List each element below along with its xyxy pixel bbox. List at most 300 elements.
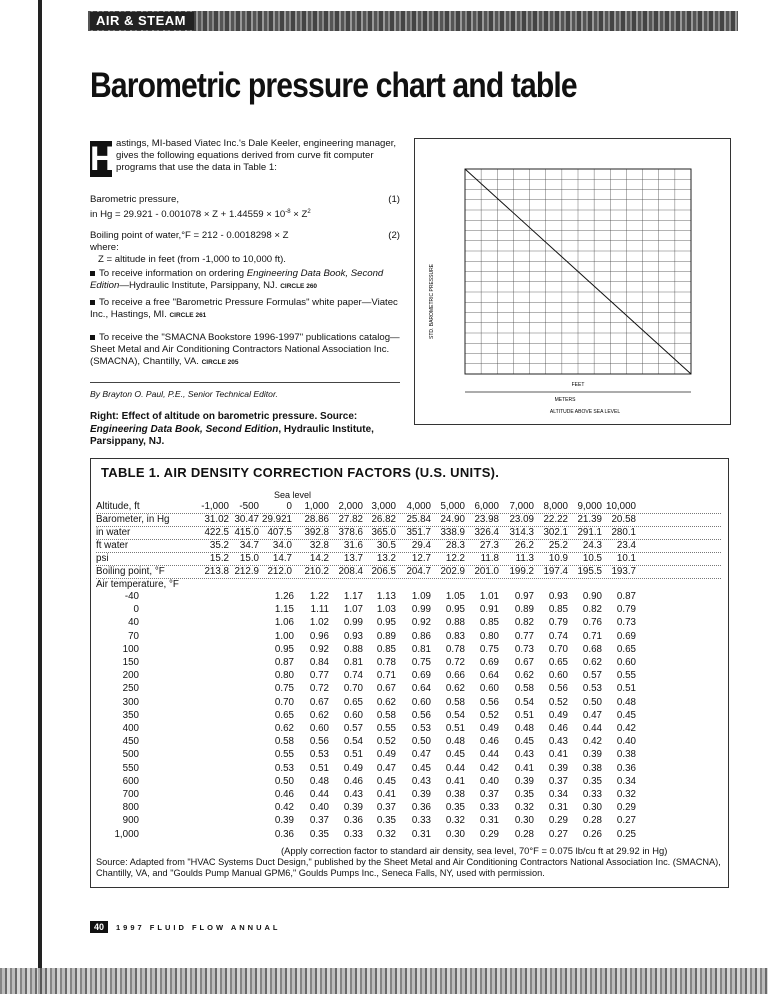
factor-cell: 0.58 [376,709,396,721]
factor-cell: 1.13 [376,591,396,602]
factor-cell: 0.62 [582,657,602,668]
factor-cell: 0.30 [445,828,465,840]
factor-cell: 0.35 [445,802,465,814]
factor-cell: 0.67 [376,683,396,695]
factor-cell: 0.41 [445,775,465,787]
factor-cell: 0.33 [343,828,363,840]
factor-cell: 0.60 [548,670,568,682]
table-cell: 7,000 [509,501,534,512]
factor-cell: 0.42 [616,723,636,734]
barometric-chart-frame [414,138,731,425]
table-cell: 21.39 [577,514,602,525]
factor-cell: 0.50 [274,775,294,787]
intro-text: astings, MI-based Viatec Inc.'s Dale Keeler, engineering manager, gives the following equations derived from curve fit computer programs that use the data in Table 1: [116,138,397,173]
factor-cell: 0.37 [548,775,568,787]
factor-cell: 0.48 [514,723,534,734]
factor-cell: 0.65 [274,709,294,721]
factor-cell: 0.50 [582,696,602,708]
factor-cell: 0.45 [445,749,465,761]
table-cell: 12.7 [411,553,431,564]
factor-cell: 0.77 [514,630,534,642]
temperature-label: 600 [122,775,139,787]
temperature-row [91,683,728,695]
factor-cell: 0.69 [479,657,499,668]
row-label: ft water [96,540,129,551]
factor-cell: 0.44 [309,789,329,800]
factor-cell: 0.92 [411,617,431,629]
factor-cell: 0.43 [514,749,534,761]
factor-cell: 0.38 [582,762,602,774]
temperature-row [91,617,728,629]
factor-cell: 0.29 [479,828,499,840]
section-tag: AIR & STEAM [90,12,194,30]
factor-cell: 0.90 [582,591,602,602]
factor-cell: 0.50 [411,736,431,748]
temperature-header-row [91,579,728,591]
factor-cell: 1.26 [274,591,294,602]
factor-cell: 0.64 [411,683,431,695]
factor-cell: 0.95 [376,617,396,629]
factor-cell: 0.54 [445,709,465,721]
factor-cell: 0.41 [514,762,534,774]
factor-cell: 0.96 [309,630,329,642]
table-cell: 24.3 [582,540,602,551]
factor-cell: 0.95 [445,604,465,616]
factor-cell: 0.46 [274,789,294,800]
factor-cell: 0.99 [343,617,363,629]
factor-cell: 0.38 [616,749,636,761]
factor-cell: 0.74 [548,630,568,642]
table-cell: 14.2 [309,553,329,564]
factor-cell: 0.32 [616,789,636,800]
factor-cell: 0.62 [514,670,534,682]
table-cell: 314.3 [509,527,534,538]
table-cell: 27.3 [479,540,499,551]
factor-cell: 0.48 [616,696,636,708]
factor-cell: 0.52 [376,736,396,748]
factor-cell: 0.88 [343,643,363,655]
factor-cell: 0.53 [309,749,329,761]
factor-cell: 0.72 [445,657,465,668]
temperature-row [91,710,728,722]
table-cell: 28.86 [304,514,329,525]
factor-cell: 1.05 [445,591,465,602]
factor-cell: 0.75 [274,683,294,695]
bullet-square-icon [90,300,95,305]
table-cell: 0 [286,501,292,512]
factor-cell: 0.76 [582,617,602,629]
factor-cell: 0.32 [376,828,396,840]
intro-paragraph [90,138,400,177]
table-cell: 326.4 [474,527,499,538]
factor-cell: 0.36 [343,815,363,827]
table-cell: 14.7 [272,553,292,564]
temperature-label: 100 [122,643,139,655]
factor-cell: 0.45 [514,736,534,748]
table-cell: 2,000 [338,501,363,512]
factor-cell: 0.43 [411,775,431,787]
table-cell: 338.9 [440,527,465,538]
table-cell: 8,000 [543,501,568,512]
temperature-label: 550 [122,762,139,774]
table-cell: 291.1 [577,527,602,538]
table-cell: 10.1 [616,553,636,564]
factor-cell: 0.77 [309,670,329,682]
table-cell: 351.7 [406,527,431,538]
factor-cell: 0.53 [411,723,431,734]
factor-cell: 0.48 [445,736,465,748]
factor-cell: 0.27 [616,815,636,827]
factor-cell: 0.60 [616,657,636,668]
factor-cell: 0.51 [616,683,636,695]
factor-cell: 0.91 [479,604,499,616]
factor-cell: 0.69 [411,670,431,682]
table-cell: 27.82 [338,514,363,525]
factor-cell: 0.57 [582,670,602,682]
table-cell: 30.5 [376,540,396,551]
factor-cell: 0.88 [445,617,465,629]
bullet-engineering-data-book: To receive information on ordering Engineering Data Book, Second Edition—Hydraulic Institute, Parsippany, NJ. CIRCLE 260 [90,268,384,291]
table-cell: 6,000 [474,501,499,512]
factor-cell: 0.97 [514,591,534,602]
factor-cell: 0.35 [514,789,534,800]
factor-cell: 0.62 [376,696,396,708]
temperature-label: 70 [128,630,139,642]
factor-cell: 0.73 [616,617,636,629]
table-cell: 13.2 [376,553,396,564]
chart-x-unit-top: FEET [571,382,585,388]
chart-caption: Right: Effect of altitude on barometric pressure. Source: Engineering Data Book, Second Edition, Hydraulic Institute, Parsippany, NJ. [90,411,374,447]
table-cell: 392.8 [304,527,329,538]
barometric-chart [415,139,730,424]
factor-cell: 0.35 [582,775,602,787]
factor-cell: 0.45 [616,709,636,721]
table-cell: 422.5 [204,527,229,538]
temperature-row [91,604,728,616]
factor-cell: 0.67 [309,696,329,708]
table-cell: 23.98 [474,514,499,525]
factor-cell: 0.69 [616,630,636,642]
factor-cell: 0.87 [274,657,294,668]
factor-cell: 0.31 [479,815,499,827]
table-cell: 212.0 [267,566,292,577]
factor-cell: 0.57 [343,723,363,734]
factor-cell: 0.40 [616,736,636,748]
table-footnote: (Apply correction factor to standard air density, sea level, 70°F = 0.075 lb/cu ft at 29.92 in Hg) [281,845,668,856]
factor-cell: 0.65 [548,657,568,668]
factor-cell: 0.52 [479,709,499,721]
equation-1 [90,194,400,221]
table-cell: 15.2 [209,553,229,564]
factor-cell: 0.37 [376,802,396,814]
equation-2 [90,230,400,266]
factor-cell: 0.60 [309,723,329,734]
bullet-viatec-white-paper: To receive a free "Barometric Pressure Formulas" white paper—Viatec Inc., Hastings, MI. CIRCLE 261 [90,297,398,320]
table-cell: 208.4 [338,566,363,577]
temperature-row [91,776,728,788]
factor-cell: 0.51 [309,762,329,774]
factor-cell: 0.28 [582,815,602,827]
byline-rule [90,382,400,383]
table-source: Source: Adapted from "HVAC Systems Duct Design," published by the Sheet Metal and Air Conditioning Contractors National Association Inc. (SMACNA), Chantilly, VA, and "Goulds Pump Manual GPM6," Goulds Pumps Inc., Seneca Falls, NY, used with permission. [96,857,721,878]
equation-1-number: (1) [388,194,400,205]
equation-2-number: (2) [388,230,400,241]
factor-cell: 0.86 [411,630,431,642]
table-cell: 210.2 [304,566,329,577]
temperature-row [91,815,728,827]
page-title: Barometric pressure chart and table [90,66,577,105]
factor-cell: 0.62 [274,723,294,734]
factor-cell: 0.46 [479,736,499,748]
table-row [91,514,728,526]
temperature-row [91,657,728,669]
factor-cell: 1.00 [274,630,294,642]
factor-cell: 0.60 [411,696,431,708]
factor-cell: 0.26 [582,828,602,840]
equation-1-formula: in $Hg = 29.921 - 0.001078 \times Z + 1.44559 \times 10^{-8} \times Z^2$ [90,209,311,221]
factor-cell: 0.36 [616,762,636,774]
factor-cell: 0.56 [548,683,568,695]
factor-cell: 0.54 [343,736,363,748]
reader-service-number: CIRCLE 261 [169,312,207,319]
factor-cell: 0.46 [548,723,568,734]
temperature-label: 900 [122,815,139,827]
table-cell: 11.3 [515,553,534,564]
factor-cell: 0.36 [274,828,294,840]
factor-cell: 0.74 [343,670,363,682]
factor-cell: 0.83 [445,630,465,642]
table-row [91,501,728,513]
temperature-label: -40 [124,591,139,602]
factor-cell: 1.01 [479,591,499,602]
factor-cell: 0.28 [514,828,534,840]
factor-cell: 1.22 [309,591,329,602]
temperature-row [91,644,728,656]
factor-cell: 0.39 [514,775,534,787]
temperature-label: 200 [122,670,139,682]
factor-cell: 0.95 [274,643,294,655]
factor-cell: 0.51 [514,709,534,721]
factor-cell: 0.79 [548,617,568,629]
row-label: psi [96,553,109,564]
factor-cell: 0.29 [548,815,568,827]
byline: By Brayton O. Paul, P.E., Senior Technical Editor. [90,389,278,399]
table-cell: 206.5 [371,566,396,577]
factor-cell: 0.56 [479,696,499,708]
factor-cell: 0.93 [343,630,363,642]
temperature-row [91,829,728,841]
temperature-label: 150 [122,657,139,668]
table-cell: 365.0 [371,527,396,538]
factor-cell: 0.70 [548,643,568,655]
factor-cell: 0.70 [343,683,363,695]
factor-cell: 0.44 [479,749,499,761]
factor-cell: 0.75 [479,643,499,655]
table-cell: 13.7 [343,553,363,564]
factor-cell: 0.99 [411,604,431,616]
factor-cell: 0.40 [479,775,499,787]
temperature-row [91,591,728,603]
factor-cell: 0.89 [514,604,534,616]
factor-cell: 1.15 [274,604,294,616]
factor-cell: 0.85 [548,604,568,616]
factor-cell: 0.42 [479,762,499,774]
temperature-label: 400 [122,723,139,734]
factor-cell: 0.33 [582,789,602,800]
table-cell: 10.5 [582,553,602,564]
temperature-row [91,789,728,801]
factor-cell: 0.36 [411,802,431,814]
factor-cell: 0.35 [376,815,396,827]
chart-x-label: ALTITUDE ABOVE SEA LEVEL [549,409,621,415]
table-cell: 4,000 [406,501,431,512]
table-cell: 3,000 [371,501,396,512]
factor-cell: 0.44 [582,723,602,734]
factor-cell: 0.65 [616,643,636,655]
factor-cell: 0.39 [582,749,602,761]
factor-cell: 0.62 [445,683,465,695]
factor-cell: 0.25 [616,828,636,840]
factor-cell: 0.49 [548,709,568,721]
table-cell: 34.0 [272,540,292,551]
temperature-label: 1,000 [114,828,139,840]
table-cell: 195.5 [577,566,602,577]
temperature-row [91,749,728,761]
factor-cell: 0.60 [479,683,499,695]
temperature-label: 800 [122,802,139,814]
table-cell: 201.0 [474,566,499,577]
page-number: 40 [90,921,108,933]
table-cell: 378.6 [338,527,363,538]
factor-cell: 0.39 [411,789,431,800]
factor-cell: 1.17 [343,591,363,602]
temperature-label: 450 [122,736,139,748]
table-cell: 30.47 [234,514,259,525]
table-cell: 415.0 [234,527,259,538]
factor-cell: 0.32 [514,802,534,814]
factor-cell: 0.70 [274,696,294,708]
factor-cell: 0.55 [274,749,294,761]
factor-cell: 0.44 [445,762,465,774]
factor-cell: 0.93 [548,591,568,602]
factor-cell: 0.34 [616,775,636,787]
factor-cell: 1.11 [310,604,329,616]
factor-cell: 0.33 [479,802,499,814]
factor-cell: 0.58 [274,736,294,748]
table-cell: 29.4 [411,540,431,551]
factor-cell: 0.38 [445,789,465,800]
factor-cell: 0.82 [582,604,602,616]
factor-cell: 0.56 [411,709,431,721]
factor-cell: 0.58 [445,696,465,708]
factor-cell: 0.51 [343,749,363,761]
factor-cell: 0.65 [343,696,363,708]
table-cell: 28.3 [445,540,465,551]
table-cell: 12.2 [445,553,465,564]
temperature-label: 700 [122,789,139,800]
row-label: Barometer, in Hg [96,514,170,525]
table-cell: 204.7 [406,566,431,577]
table-cell: -500 [239,501,259,512]
table-title: TABLE 1. AIR DENSITY CORRECTION FACTORS (U.S. UNITS). [101,465,500,480]
factor-cell: 0.53 [274,762,294,774]
factor-cell: 0.32 [445,815,465,827]
factor-cell: 0.53 [582,683,602,695]
factor-cell: 0.30 [514,815,534,827]
factor-cell: 0.49 [479,723,499,734]
table-cell: 26.82 [371,514,396,525]
table-cell: 24.90 [440,514,465,525]
factor-cell: 0.40 [309,802,329,814]
factor-cell: 0.39 [548,762,568,774]
table-cell: 10,000 [606,501,636,512]
row-label: Boiling point, °F [96,566,165,577]
table-cell: 29.921 [262,514,292,525]
temperature-row [91,631,728,643]
factor-cell: 0.47 [582,709,602,721]
table-cell: 22.22 [543,514,568,525]
table-cell: 1,000 [304,501,329,512]
factor-cell: 0.66 [445,670,465,682]
table-cell: 32.8 [309,540,329,551]
factor-cell: 0.35 [309,828,329,840]
factor-cell: 0.68 [582,643,602,655]
table-row [91,540,728,552]
bullet-square-icon [90,271,95,276]
factor-cell: 0.79 [616,604,636,616]
factor-cell: 0.29 [616,802,636,814]
temperature-row [91,763,728,775]
factor-cell: 0.75 [411,657,431,668]
factor-cell: 0.78 [376,657,396,668]
factor-cell: 0.82 [514,617,534,629]
factor-cell: 1.06 [274,617,294,629]
factor-cell: 0.60 [343,709,363,721]
temperature-label: 350 [122,709,139,721]
drop-cap: H [90,140,115,178]
factor-cell: 0.80 [479,630,499,642]
reader-service-number: CIRCLE 260 [280,283,318,290]
temperature-row [91,802,728,814]
table-cell: 280.1 [611,527,636,538]
table-row [91,566,728,578]
factor-cell: 0.37 [309,815,329,827]
correction-factor-table [90,458,729,888]
table-cell: 302.1 [543,527,568,538]
factor-cell: 0.56 [309,736,329,748]
table-cell: 5,000 [440,501,465,512]
table-cell: 26.2 [514,540,534,551]
equation-2-formula: Boiling point of water,°F = 212 - 0.0018298 × Z [90,230,289,241]
table-cell: 11.8 [480,553,499,564]
factor-cell: 0.43 [548,736,568,748]
table-cell: 25.84 [406,514,431,525]
table-cell: 31.6 [343,540,363,551]
publication-name: 1997 FLUID FLOW ANNUAL [116,923,281,932]
factor-cell: 0.41 [548,749,568,761]
factor-cell: 0.84 [309,657,329,668]
equation-z-definition: Z = altitude in feet (from -1,000 to 10,000 ft). [98,254,286,265]
scan-noise-band [0,968,768,994]
sea-level-label: Sea level [274,490,312,500]
factor-cell: 0.27 [548,828,568,840]
factor-cell: 0.64 [479,670,499,682]
table-cell: 23.09 [509,514,534,525]
factor-cell: 0.85 [376,643,396,655]
factor-cell: 0.89 [376,630,396,642]
chart-x-unit-bottom: METERS [554,397,576,403]
factor-cell: 0.39 [343,802,363,814]
